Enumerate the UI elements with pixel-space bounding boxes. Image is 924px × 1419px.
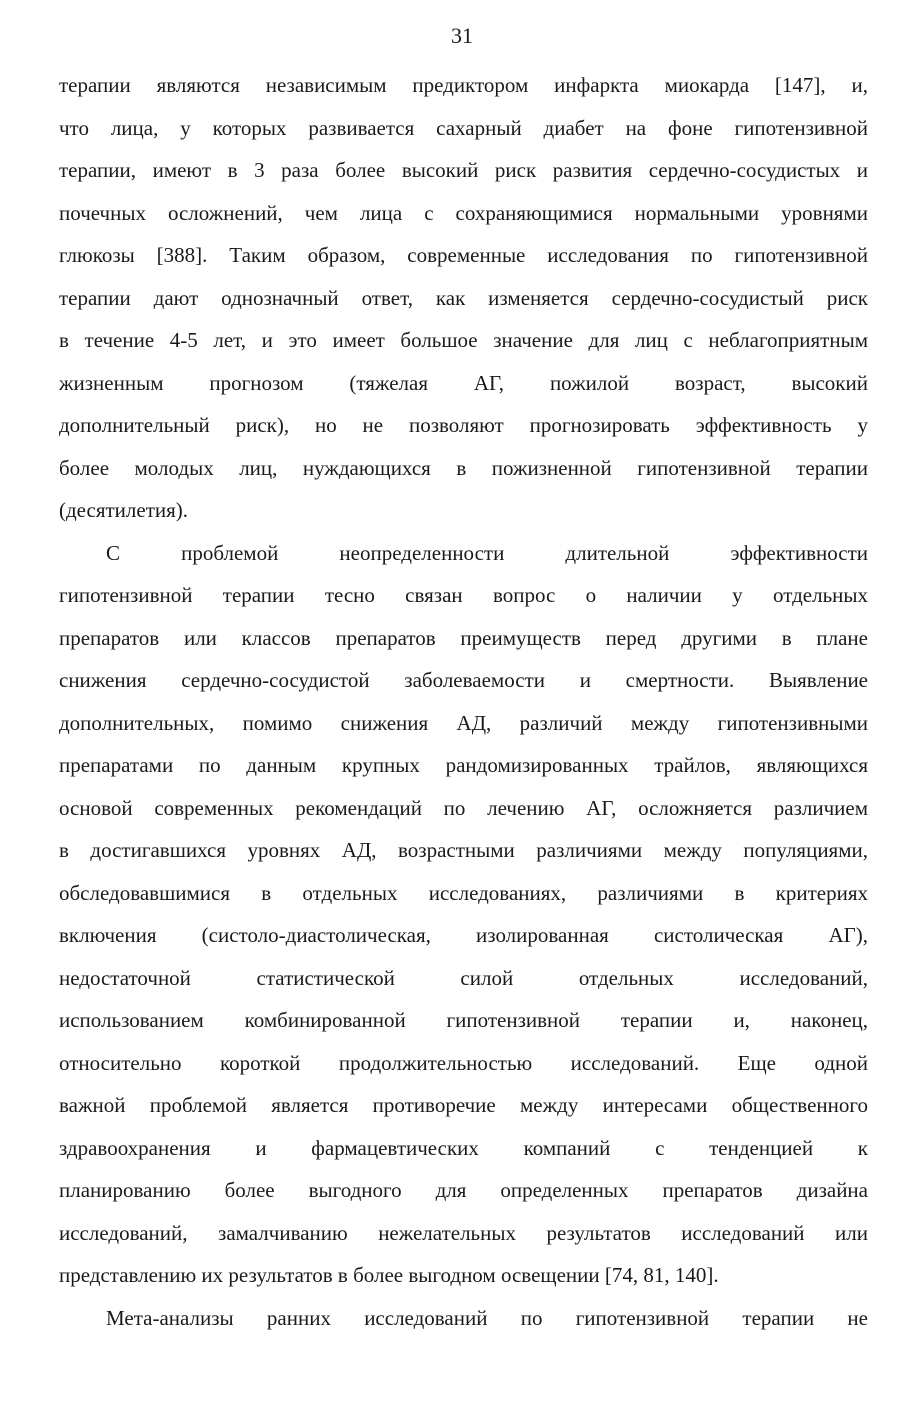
text-line: относительно короткой продолжительностью исследований. Еще одной [59, 1050, 868, 1075]
text-line: (десятилетия). [59, 498, 189, 522]
page-number: 31 [451, 23, 473, 48]
text-line: дополнительных, помимо снижения АД, различий между гипотензивными [59, 710, 868, 735]
text-line: терапии являются независимым предиктором инфаркта миокарда [147], и, [59, 73, 868, 97]
text-line: почечных осложнений, чем лица с сохраняющимися нормальными уровнями [59, 200, 868, 225]
text-line: здравоохранения и фармацевтических компаний с тенденцией к [59, 1135, 868, 1160]
text-line: С проблемой неопределенности длительной эффективности [106, 540, 868, 565]
document-body [59, 64, 868, 1339]
paragraph-2 [59, 532, 868, 1297]
text-line: глюкозы [388]. Таким образом, современные исследования по гипотензивной [59, 243, 868, 267]
paragraph-3 [59, 1297, 868, 1340]
text-line: Мета-анализы ранних исследований по гипотензивной терапии не [106, 1305, 868, 1330]
text-line: важной проблемой является противоречие между интересами общественного [59, 1093, 868, 1117]
text-line: что лица, у которых развивается сахарный диабет на фоне гипотензивной [59, 115, 868, 140]
text-line: основой современных рекомендаций по лечению АГ, осложняется различием [59, 795, 868, 820]
text-line: использованием комбинированной гипотензивной терапии и, наконец, [59, 1008, 868, 1032]
text-line: терапии, имеют в 3 раза более высокий риск развития сердечно-сосудистых и [59, 158, 868, 182]
text-line: жизненным прогнозом (тяжелая АГ, пожилой возраст, высокий [59, 370, 868, 395]
text-line: дополнительный риск), но не позволяют прогнозировать эффективность у [59, 413, 868, 437]
text-line: исследований, замалчиванию нежелательных результатов исследований или [59, 1220, 868, 1245]
text-line: включения (систоло-диастолическая, изолированная систолическая АГ), [59, 923, 868, 947]
text-line: препаратами по данным крупных рандомизированных трайлов, являющихся [59, 753, 868, 777]
text-line: планированию более выгодного для определенных препаратов дизайна [59, 1178, 868, 1202]
text-line: снижения сердечно-сосудистой заболеваемости и смертности. Выявление [59, 668, 868, 692]
text-line: недостаточной статистической силой отдельных исследований, [59, 965, 868, 990]
text-line: представлению их результатов в более выгодном освещении [74, 81, 140]. [59, 1263, 719, 1287]
text-line: обследовавшимися в отдельных исследованиях, различиями в критериях [59, 880, 868, 905]
text-line: гипотензивной терапии тесно связан вопрос о наличии у отдельных [59, 583, 868, 607]
text-line: в течение 4-5 лет, и это имеет большое значение для лиц с неблагоприятным [59, 328, 868, 352]
text-line: препаратов или классов препаратов преимуществ перед другими в плане [59, 625, 868, 650]
text-line: терапии дают однозначный ответ, как изменяется сердечно-сосудистый риск [59, 285, 868, 310]
paragraph-1 [59, 64, 868, 532]
text-line: более молодых лиц, нуждающихся в пожизненной гипотензивной терапии [59, 455, 868, 480]
text-line: в достигавшихся уровнях АД, возрастными различиями между популяциями, [59, 838, 868, 862]
